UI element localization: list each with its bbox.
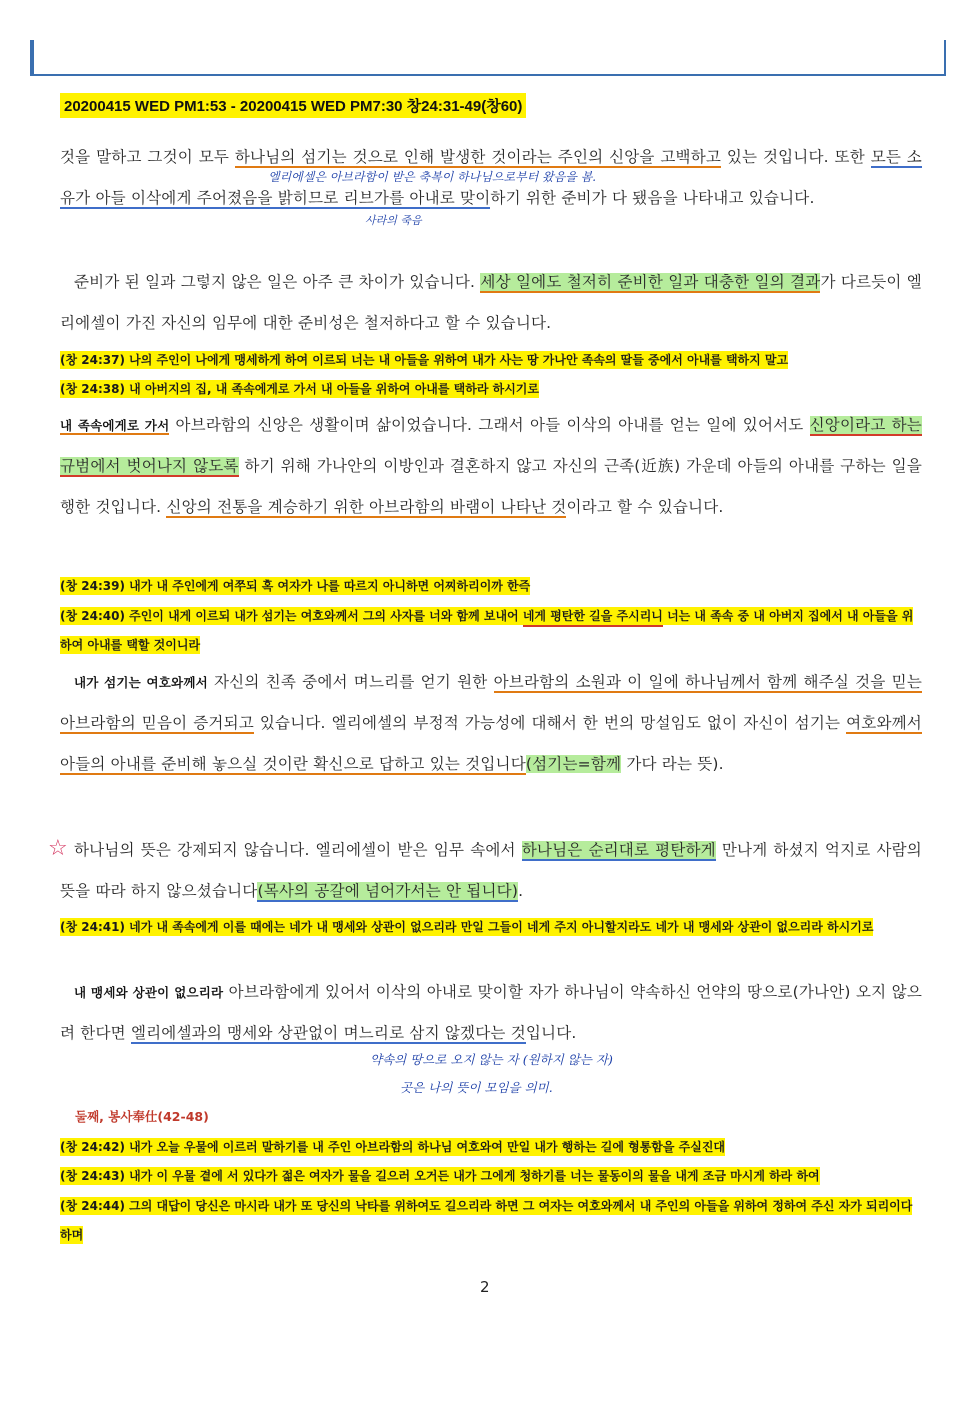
verse-24-42: (창 24:42) 내가 오늘 우물에 이르러 말하기를 내 주인 아브라함의 하나님 여호와여 만일 내가 행하는 길에 형통함을 주실진대 xyxy=(60,1140,726,1154)
lead-phrase-3: 내 족속에게로 가서 xyxy=(60,418,170,433)
lead-phrase-4: 내가 섬기는 여호와께서 xyxy=(74,675,208,690)
paragraph-5: 하나님의 뜻은 강제되지 않습니다. 엘리에셀이 받은 임무 속에서 하나님은 순리대로 평탄하게 만나게 하셨지 억지로 사람의 뜻을 따라 하지 않으셨습니다(목사의 공갈에 넘어가서는 안 됩니다). xyxy=(60,841,922,900)
verse-24-44: (창 24:44) 그의 대답이 당신은 마시라 내가 또 당신의 낙타를 위하여도 길으리라 하면 그 여자는 여호와께서 내 주인의 아들을 위하여 정하여 주신 자가 되리이다 하며 xyxy=(60,1199,913,1242)
star-icon: ☆ xyxy=(48,836,68,861)
verse-24-39: (창 24:39) 내가 내 주인에게 여쭈되 혹 여자가 나를 따르지 아니하면 어찌하리이까 한즉 xyxy=(60,579,531,593)
page-frame-tab xyxy=(30,40,34,74)
underline-possessions: 모든 소유가 아들 이삭에게 주어졌음을 밝히므로 리브가를 아내로 맞이 xyxy=(60,148,922,207)
highlight-faith-norm: 신앙이라고 하는 규범에서 벗어나지 않도록 xyxy=(60,416,922,475)
underline-conviction: 여호와께서 아들의 아내를 준비해 놓으실 것이란 확신으로 답하고 있는 것입니다 xyxy=(60,714,922,773)
verse-24-37: (창 24:37) 나의 주인이 나에게 맹세하게 하여 이르되 너는 내 아들을 위하여 내가 사는 땅 가나안 족속의 딸들 중에서 아내를 택하지 말고 xyxy=(60,353,789,367)
highlight-serve-meaning: (섬기는=함께 xyxy=(525,755,622,773)
highlight-pastor-note: (목사의 공갈에 넘어가서는 안 됩니다) xyxy=(257,882,519,900)
paragraph-1: 것을 말하고 그것이 모두 하나님의 섬기는 것으로 인해 발생한 것이라는 주인의 신앙을 고백하고 있는 것입니다. 또한 모든 소유가 아들 이삭에게 주어졌음을 밝히므로 리브가를 아내로 맞이하기 위한 준비가 다 됐음을 나타내고 있습니다. xyxy=(60,148,922,207)
underline-abraham-faith: 아브라함의 소원과 이 일에 하나님께서 함께 해주실 것을 믿는 아브라함의 믿음이 증거되고 xyxy=(60,673,922,732)
verse-24-40: (창 24:40) 주인이 내게 이르되 내가 섬기는 여호와께서 그의 사자를 너와 함께 보내어 네게 평탄한 길을 주시리니 너는 내 족속 중 내 아버지 집에서 내 아들을 위하여 아내를 택할 것이니라 xyxy=(60,609,914,652)
paragraph-4: 내가 섬기는 여호와께서 자신의 친족 중에서 며느리를 얻기 원한 아브라함의 소원과 이 일에 하나님께서 함께 해주실 것을 믿는 아브라함의 믿음이 증거되고 있습니다. 엘리에셀의 부정적 가능성에 대해서 한 번의 망설임도 없이 자신이 섬기는 여호와께서 아들의 아내를 준비해 놓으실 것이란 확신으로 답하고 있는 것입니다(섬기는=함께 가다 라는 뜻). xyxy=(60,673,922,773)
handwritten-note-3: 약속의 땅으로 오지 않는 자 (원하지 않는 자) xyxy=(370,1052,613,1067)
highlight-natural-order: 하나님은 순리대로 평탄하게 xyxy=(521,841,716,859)
section-title: 둘째, 봉사奉仕(42-48) xyxy=(75,1109,209,1124)
underline-smooth-path: 네게 평탄한 길을 주시리니 xyxy=(523,607,663,627)
verse-24-41: (창 24:41) 네가 내 족속에게 이를 때에는 네가 내 맹세와 상관이 없으리라 만일 그들이 네게 주지 아니할지라도 네가 내 맹세와 상관이 없으리라 하시기로 xyxy=(60,920,874,934)
page-number: 2 xyxy=(480,1278,490,1296)
handwritten-note-2: 사라의 죽음 xyxy=(365,214,422,227)
paragraph-6: 내 맹세와 상관이 없으리라 아브라함에게 있어서 이삭의 아내로 맞이할 자가 하나님이 약속하신 언약의 땅으로(가나안) 오지 않으려 한다면 엘리에셀과의 맹세와 상관없이 며느리로 삼지 않겠다는 것입니다. xyxy=(60,983,922,1042)
paragraph-2: 준비가 된 일과 그렇지 않은 일은 아주 큰 차이가 있습니다. 세상 일에도 철저히 준비한 일과 대충한 일의 결과가 다르듯이 엘리에셀이 가진 자신의 임무에 대한 준비성은 철저하다고 할 수 있습니다. xyxy=(60,273,922,332)
underline-faith-confession: 하나님의 섬기는 것으로 인해 발생한 것이라는 주인의 신앙을 고백하고 xyxy=(234,148,722,166)
highlight-preparation: 세상 일에도 철저히 준비한 일과 대충한 일의 결과 xyxy=(480,273,821,291)
document-header: 20200415 WED PM1:53 - 20200415 WED PM7:30 창24:31-49(창60) xyxy=(60,93,526,118)
handwritten-note-4: 곳은 나의 뜻이 모임을 의미. xyxy=(400,1080,553,1095)
page-frame-line xyxy=(30,74,946,76)
verse-24-43: (창 24:43) 내가 이 우물 곁에 서 있다가 젊은 여자가 물을 길으러 오거든 내가 그에게 청하기를 너는 물동이의 물을 내게 조금 마시게 하라 하여 xyxy=(60,1169,820,1183)
paragraph-3: 내 족속에게로 가서 아브라함의 신앙은 생활이며 삶이었습니다. 그래서 아들 이삭의 아내를 얻는 일에 있어서도 신앙이라고 하는 규범에서 벗어나지 않도록 하기 위해 가나안의 이방인과 결혼하지 않고 자신의 근족(近族) 가운데 아들의 아내를 구하는 일을 행한 것입니다. 신앙의 전통을 계승하기 위한 아브라함의 바램이 나타난 것이라고 할 수 있습니다. xyxy=(60,416,922,516)
verse-24-38: (창 24:38) 내 아버지의 집, 내 족속에게로 가서 내 아들을 위하여 아내를 택하라 하시기로 xyxy=(60,382,539,396)
handwritten-note-1: 엘리에셀은 아브라함이 받은 축복이 하나님으로부터 왔음을 봄. xyxy=(268,170,597,184)
lead-phrase-6: 내 맹세와 상관이 없으리라 xyxy=(74,985,224,1000)
underline-tradition: 신앙의 전통을 계승하기 위한 아브라함의 바램이 나타난 것 xyxy=(166,498,567,516)
page-frame-right xyxy=(944,40,946,76)
underline-oath: 엘리에셀과의 맹세와 상관없이 며느리로 삼지 않겠다는 것 xyxy=(130,1024,526,1042)
